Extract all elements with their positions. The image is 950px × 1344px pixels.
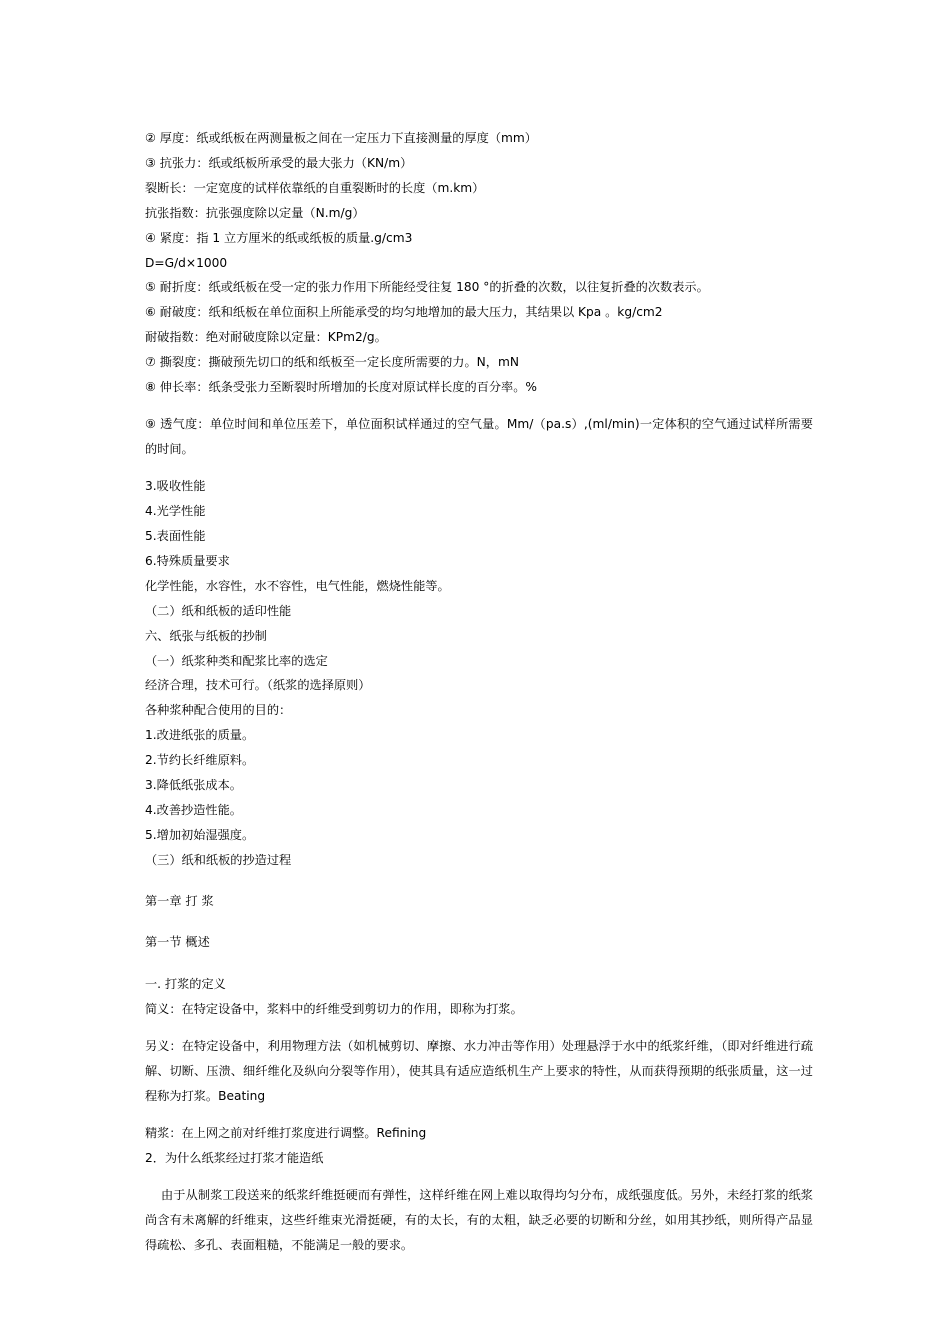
- text-paragraph-full-definition: 另义：在特定设备中，利用物理方法（如机械剪切、摩擦、水力冲击等作用）处理悬浮于水中的纸浆纤维，（即对纤维进行疏解、切断、压溃、细纤维化及纵向分裂等作用），使其具有适应造纸机生产上要求的特性，从而获得预期的纸张质量，这一过程称为打浆。Beating: [145, 1039, 813, 1104]
- list-item-4: 4.改善抄造性能。: [145, 802, 242, 817]
- text-line-refining: 精浆：在上网之前对纤维打浆度进行调整。Refining: [145, 1126, 427, 1141]
- text-line-blending-purpose: 各种浆种配合使用的目的：: [145, 703, 292, 718]
- section-heading-papermaking: 六、纸张与纸板的抄制: [145, 628, 267, 643]
- subsection-heading-why-beating: 2．为什么纸浆经过打浆才能造纸: [145, 1151, 324, 1166]
- text-line-tensile-force: ③ 抗张力：纸或纸板所承受的最大张力（KN/m）: [145, 155, 413, 170]
- section-heading-overview: 第一节 概述: [145, 934, 210, 949]
- text-line-burst-index: 耐破指数：绝对耐破度除以定量：KPm2/g。: [145, 330, 387, 345]
- text-line-elongation: ⑧ 伸长率：纸条受张力至断裂时所增加的长度对原试样长度的百分率。%: [145, 380, 538, 395]
- text-line-burst-strength: ⑥ 耐破度：纸和纸板在单位面积上所能承受的均匀地增加的最大压力，其结果以 Kpa 。kg/cm2: [145, 305, 663, 320]
- text-line-density-formula: D=G/d×1000: [145, 255, 228, 270]
- subsection-heading-definition: 一. 打浆的定义: [145, 977, 226, 992]
- chapter-heading: 第一章 打 浆: [145, 893, 214, 908]
- text-line-folding-endurance: ⑤ 耐折度：纸或纸板在受一定的张力作用下所能经受往复 180 °的折叠的次数，以往复折叠的次数表示。: [145, 280, 709, 295]
- document-body: [145, 126, 813, 1270]
- text-line-pulp-selection: （一）纸浆种类和配浆比率的选定: [145, 653, 328, 668]
- text-line-short-definition: 简义：在特定设备中，浆料中的纤维受到剪切力的作用，即称为打浆。: [145, 1002, 523, 1017]
- text-line-process: （三）纸和纸板的抄造过程: [145, 852, 292, 867]
- text-line-chemical-properties: 化学性能，水容性，水不容性，电气性能，燃烧性能等。: [145, 578, 450, 593]
- text-line-principle: 经济合理，技术可行。（纸浆的选择原则）: [145, 678, 371, 693]
- text-paragraph-why-beating: 由于从制浆工段送来的纸浆纤维挺硬而有弹性，这样纤维在网上难以取得均匀分布，成纸强度低。另外，未经打浆的纸浆尚含有未离解的纤维束，这些纤维束光滑挺硬，有的太长，有的太粗，缺乏必要的切断和分丝，如用其抄纸，则所得产品显得疏松、多孔、表面粗糙，不能满足一般的要求。: [145, 1188, 813, 1253]
- text-line-absorption: 3.吸收性能: [145, 479, 206, 494]
- text-line-thickness: ② 厚度：纸或纸板在两测量板之间在一定压力下直接测量的厚度（mm）: [145, 131, 537, 145]
- text-line-density: ④ 紧度：指 1 立方厘米的纸或纸板的质量.g/cm3: [145, 230, 413, 245]
- text-line-printability: （二）纸和纸板的适印性能: [145, 603, 292, 618]
- list-item-1: 1.改进纸张的质量。: [145, 728, 255, 743]
- text-line-optical: 4.光学性能: [145, 504, 206, 519]
- list-item-2: 2.节约长纤维原料。: [145, 753, 255, 768]
- list-item-3: 3.降低纸张成本。: [145, 778, 242, 793]
- text-line-tensile-index: 抗张指数：抗张强度除以定量（N.m/g）: [145, 205, 365, 220]
- text-line-special-quality: 6.特殊质量要求: [145, 553, 230, 568]
- text-line-breaking-length: 裂断长：一定宽度的试样依靠纸的自重裂断时的长度（m.km）: [145, 180, 485, 195]
- text-paragraph-air-permeability: ⑨ 透气度：单位时间和单位压差下，单位面积试样通过的空气量。Mm/（pa.s）,(ml/min)一定体积的空气通过试样所需要的时间。: [145, 417, 813, 457]
- list-item-5: 5.增加初始湿强度。: [145, 827, 255, 842]
- text-line-surface: 5.表面性能: [145, 528, 206, 543]
- text-line-tear-strength: ⑦ 撕裂度：撕破预先切口的纸和纸板至一定长度所需要的力。N，mN: [145, 355, 519, 370]
